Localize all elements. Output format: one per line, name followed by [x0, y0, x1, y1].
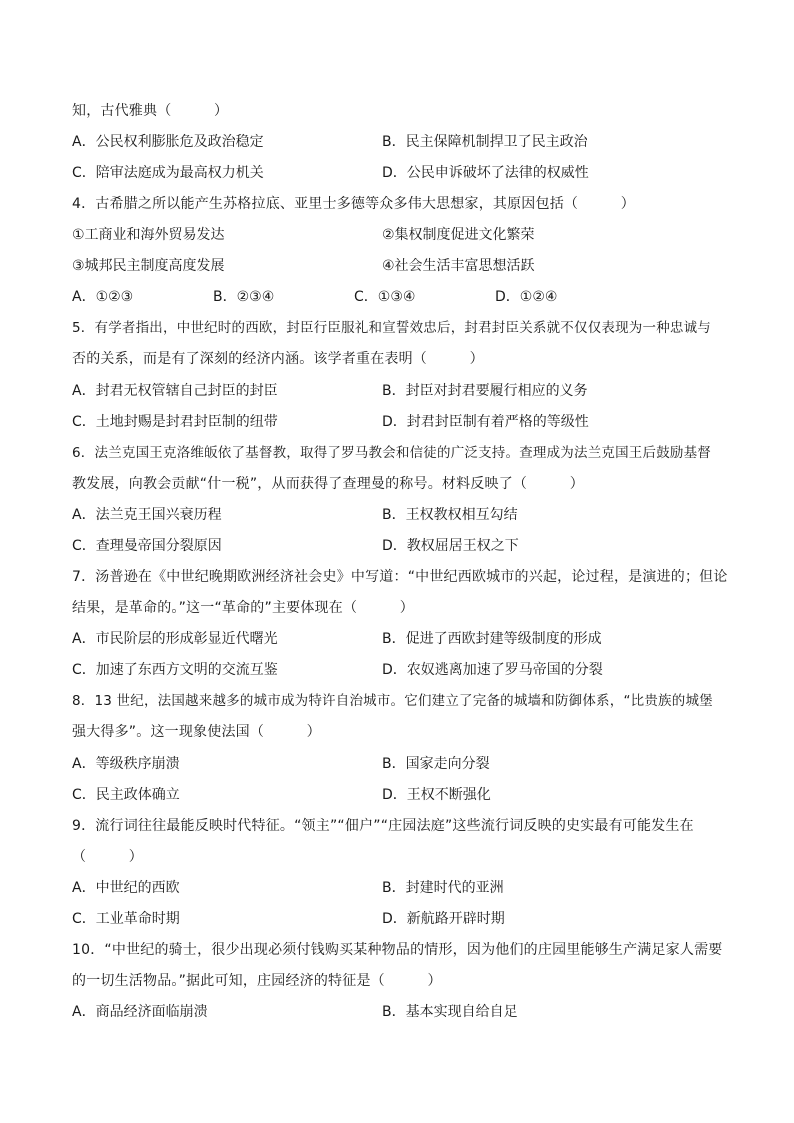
q8-stem-line-2: 强大得多”。这一现象使法国（ ）: [72, 724, 321, 740]
q6-option-b: B．王权教权相互勾结: [382, 507, 518, 523]
q4-item-3: ③城邦民主制度高度发展: [72, 258, 225, 274]
q7-option-c: C．加速了东西方文明的交流互鉴: [72, 662, 278, 678]
q9-option-d: D．新航路开辟时期: [382, 911, 505, 927]
q6-options-row-2: [72, 537, 732, 555]
q4-option-b: B．②③④: [213, 289, 275, 305]
q3-options-row-2: [72, 164, 732, 182]
q9-option-a: A．中世纪的西欧: [72, 880, 180, 896]
q4-item-2: ②集权制度促进文化繁荣: [382, 227, 535, 243]
q6-options-row-1: [72, 506, 732, 524]
q9-stem-line-1: 9．流行词往往最能反映时代特征。“领主”“佃户”“庄园法庭”这些流行词反映的史实最有可能发生在: [72, 818, 694, 834]
q10-stem-line-1: 10．“中世纪的骑士，很少出现必须付钱购买某种物品的情形，因为他们的庄园里能够生产满足家人需要: [72, 942, 723, 958]
q7-options-row-1: [72, 630, 732, 648]
q4-items-row-1: [72, 226, 732, 244]
q7-options-row-2: [72, 661, 732, 679]
q8-stem-line-1: 8．13 世纪，法国越来越多的城市成为特许自治城市。它们建立了完备的城墙和防御体系，“比贵族的城堡: [72, 693, 713, 709]
q9-option-c: C．工业革命时期: [72, 911, 180, 927]
q8-options-row-1: [72, 755, 732, 773]
q9-stem-line-2: （ ）: [72, 849, 143, 865]
q3-option-a: A．公民权利膨胀危及政治稳定: [72, 134, 264, 150]
q5-option-c: C．土地封赐是封君封臣制的纽带: [72, 414, 278, 430]
q6-option-c: C．查理曼帝国分裂原因: [72, 538, 222, 554]
q5-option-a: A．封君无权管辖自己封臣的封臣: [72, 383, 278, 399]
q5-options-row-2: [72, 413, 732, 431]
q5-stem-line-2: 否的关系，而是有了深刻的经济内涵。该学者重在表明（ ）: [72, 351, 484, 367]
q9-option-b: B．封建时代的亚洲: [382, 880, 504, 896]
q7-option-a: A．市民阶层的形成彰显近代曙光: [72, 631, 278, 647]
q4-stem: 4．古希腊之所以能产生苏格拉底、亚里士多德等众多伟大思想家，其原因包括（ ）: [72, 196, 635, 212]
q3-option-c: C．陪审法庭成为最高权力机关: [72, 165, 264, 181]
q4-options-row: [72, 288, 732, 306]
q7-option-d: D．农奴逃离加速了罗马帝国的分裂: [382, 662, 603, 678]
q5-stem-line-1: 5．有学者指出，中世纪时的西欧，封臣行臣服礼和宣誓效忠后，封君封臣关系就不仅仅表现为一种忠诚与: [72, 320, 711, 336]
q6-stem-line-2: 教发展，向教会贡献“什一税”，从而获得了查理曼的称号。材料反映了（ ）: [72, 476, 584, 492]
q6-stem-line-1: 6．法兰克国王克洛维皈依了基督教，取得了罗马教会和信徒的广泛支持。查理成为法兰克国王后鼓励基督: [72, 445, 711, 461]
q4-items-row-2: [72, 257, 732, 275]
q8-option-d: D．王权不断强化: [382, 787, 491, 803]
q5-option-b: B．封臣对封君要履行相应的义务: [382, 383, 588, 399]
q10-options-row-1: [72, 1003, 732, 1021]
q8-option-a: A．等级秩序崩溃: [72, 756, 180, 772]
q4-option-d: D．①②④: [495, 289, 558, 305]
q7-stem-line-1: 7．汤普逊在《中世纪晚期欧洲经济社会史》中写道：“中世纪西欧城市的兴起，论过程，是演进的；但论: [72, 569, 728, 585]
q4-item-4: ④社会生活丰富思想活跃: [382, 258, 535, 274]
q3-options-row-1: [72, 133, 732, 151]
q4-item-1: ①工商业和海外贸易发达: [72, 227, 225, 243]
q9-options-row-2: [72, 910, 732, 928]
q5-option-d: D．封君封臣制有着严格的等级性: [382, 414, 589, 430]
q3-option-b: B．民主保障机制捍卫了民主政治: [382, 134, 588, 150]
q3-option-d: D．公民申诉破坏了法律的权威性: [382, 165, 589, 181]
q6-option-d: D．教权屈居王权之下: [382, 538, 519, 554]
q8-option-b: B．国家走向分裂: [382, 756, 490, 772]
q8-option-c: C．民主政体确立: [72, 787, 180, 803]
q8-options-row-2: [72, 786, 732, 804]
q6-option-a: A．法兰克王国兴衰历程: [72, 507, 222, 523]
q10-stem-line-2: 的一切生活物品。”据此可知，庄园经济的特征是（ ）: [72, 973, 442, 989]
q4-option-a: A．①②③: [72, 289, 134, 305]
q3-stem-tail: 知，古代雅典（ ）: [72, 103, 229, 119]
q7-option-b: B．促进了西欧封建等级制度的形成: [382, 631, 602, 647]
q7-stem-line-2: 结果，是革命的。”这一“革命的”主要体现在（ ）: [72, 600, 414, 616]
q4-option-c: C．①③④: [354, 289, 416, 305]
q10-option-b: B．基本实现自给自足: [382, 1004, 518, 1020]
q10-option-a: A．商品经济面临崩溃: [72, 1004, 208, 1020]
q9-options-row-1: [72, 879, 732, 897]
q5-options-row-1: [72, 382, 732, 400]
